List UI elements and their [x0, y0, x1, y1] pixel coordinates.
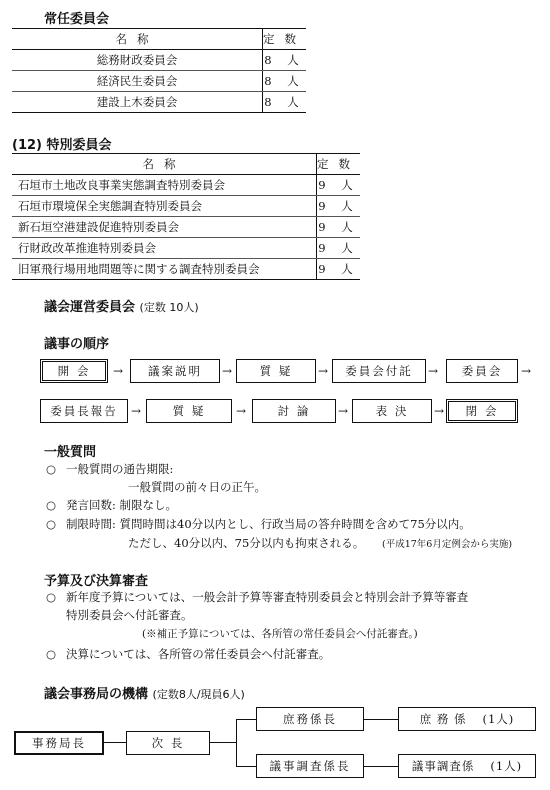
flow-arrow-icon: →: [521, 364, 532, 378]
committee-count: 9 人: [317, 217, 361, 238]
committee-name: 行財政改革推進特別委員会: [12, 238, 317, 259]
standing-committee-heading: 常任委員会: [44, 12, 110, 27]
flow-arrow-icon: →: [338, 404, 349, 418]
column-header-name: 名称: [12, 154, 317, 175]
table-row: [12, 196, 360, 217]
flow-step-questions-2: 質 疑: [146, 399, 232, 423]
secretariat-title: 議会事務局の機構: [44, 687, 149, 702]
flow-step-open: 開 会: [40, 359, 108, 383]
flow-arrow-icon: →: [236, 404, 247, 418]
table-row: [12, 92, 306, 113]
general-item1-detail: 一般質問の前々日の正午。: [128, 480, 266, 494]
general-item3-note: (平成17年6月定例会から実施): [382, 539, 513, 550]
bullet-icon: ○: [46, 498, 57, 512]
flow-arrow-icon: →: [434, 404, 445, 418]
bullet-icon: ○: [46, 462, 57, 476]
connector-line: [236, 766, 256, 767]
org-research-staff: [398, 754, 536, 778]
standing-committee-table: [12, 28, 306, 113]
budget-item1-line1: 新年度予算については、一般会計予算等審査特別委員会と特別会計予算等審査: [66, 590, 469, 604]
general-item3-line2: ただし、40分以内、75分以内も拘束される。: [128, 536, 365, 550]
committee-count: 8 人: [263, 71, 307, 92]
general-item1-label: 一般質問の通告期限:: [66, 462, 174, 476]
staff-unit-label: 議事調査係: [411, 759, 475, 773]
org-general-affairs-staff: [398, 707, 536, 731]
special-committee-table: [12, 153, 360, 280]
committee-name: 経済民生委員会: [12, 71, 263, 92]
budget-item2: 決算については、各所管の常任委員会へ付託審査。: [66, 647, 331, 661]
committee-name: 新石垣空港建設促進特別委員会: [12, 217, 317, 238]
flow-arrow-icon: →: [318, 364, 329, 378]
budget-item1-line2: 特別委員会へ付託審査。: [66, 608, 193, 622]
column-header-count: 定数: [317, 154, 361, 175]
committee-name: 石垣市土地改良事業実態調査特別委員会: [12, 175, 317, 196]
org-research-chief: 議事調査係長: [256, 754, 364, 778]
flow-step-bill-explanation: 議案説明: [130, 359, 220, 383]
committee-count: 8 人: [263, 50, 307, 71]
flow-step-committee: 委員会: [446, 359, 518, 383]
flow-arrow-icon: →: [222, 364, 233, 378]
general-questions-heading: 一般質問: [44, 445, 97, 460]
committee-name: 総務財政委員会: [12, 50, 263, 71]
flow-step-refer-committee: 委員会付託: [332, 359, 426, 383]
staff-unit-label: 庶 務 係: [419, 712, 467, 726]
special-committee-heading: (12) 特別委員会: [12, 138, 112, 153]
bullet-icon: ○: [46, 590, 57, 604]
table-row: [12, 175, 360, 196]
steering-committee-title: 議会運営委員会: [44, 300, 136, 315]
org-general-affairs-chief: 庶務係長: [256, 707, 364, 731]
table-row: [12, 71, 306, 92]
budget-review-heading: 予算及び決算審査: [44, 574, 149, 589]
flow-arrow-icon: →: [131, 404, 142, 418]
connector-line: [364, 719, 398, 720]
flow-step-chair-report: 委員長報告: [40, 399, 128, 423]
connector-line: [104, 742, 126, 743]
connector-line: [236, 719, 237, 767]
committee-count: 9 人: [317, 175, 361, 196]
table-row: [12, 238, 360, 259]
secretariat-note: (定数8人/現員6人): [152, 688, 245, 701]
committee-count: 9 人: [317, 196, 361, 217]
column-header-count: 定数: [263, 29, 307, 50]
connector-line: [210, 742, 236, 743]
committee-count: 9 人: [317, 238, 361, 259]
secretariat-heading: [44, 683, 245, 702]
committee-count: 9 人: [317, 259, 361, 280]
bullet-icon: ○: [46, 517, 57, 531]
steering-committee-heading: [44, 296, 199, 315]
staff-count: (1人): [490, 759, 523, 773]
flow-step-vote: 表 決: [352, 399, 432, 423]
general-item3-line1: 制限時間: 質問時間は40分以内とし、行政当局の答弁時間を含めて75分以内。: [66, 517, 471, 531]
org-deputy: 次 長: [126, 731, 210, 755]
committee-name: 旧軍飛行場用地問題等に関する調査特別委員会: [12, 259, 317, 280]
flow-step-debate: 討 論: [252, 399, 336, 423]
connector-line: [364, 766, 398, 767]
connector-line: [236, 719, 256, 720]
committee-count: 8 人: [263, 92, 307, 113]
budget-item1-note: (※補正予算については、各所管の常任委員会へ付託審査。): [142, 628, 418, 640]
column-header-name: 名称: [12, 29, 263, 50]
org-secretary-general: 事務局長: [14, 731, 104, 755]
flow-step-questions: 質 疑: [236, 359, 316, 383]
bullet-icon: ○: [46, 647, 57, 661]
committee-name: 石垣市環境保全実態調査特別委員会: [12, 196, 317, 217]
table-row: [12, 217, 360, 238]
staff-count: (1人): [482, 712, 515, 726]
steering-committee-note: (定数 10人): [139, 301, 199, 314]
flow-arrow-icon: →: [113, 364, 124, 378]
flow-arrow-icon: →: [428, 364, 439, 378]
general-item2: 発言回数: 制限なし。: [66, 498, 178, 512]
table-row: [12, 50, 306, 71]
committee-name: 建設上木委員会: [12, 92, 263, 113]
agenda-heading: 議事の順序: [44, 337, 110, 352]
table-row: [12, 259, 360, 280]
flow-step-close: 閉 会: [446, 399, 518, 423]
